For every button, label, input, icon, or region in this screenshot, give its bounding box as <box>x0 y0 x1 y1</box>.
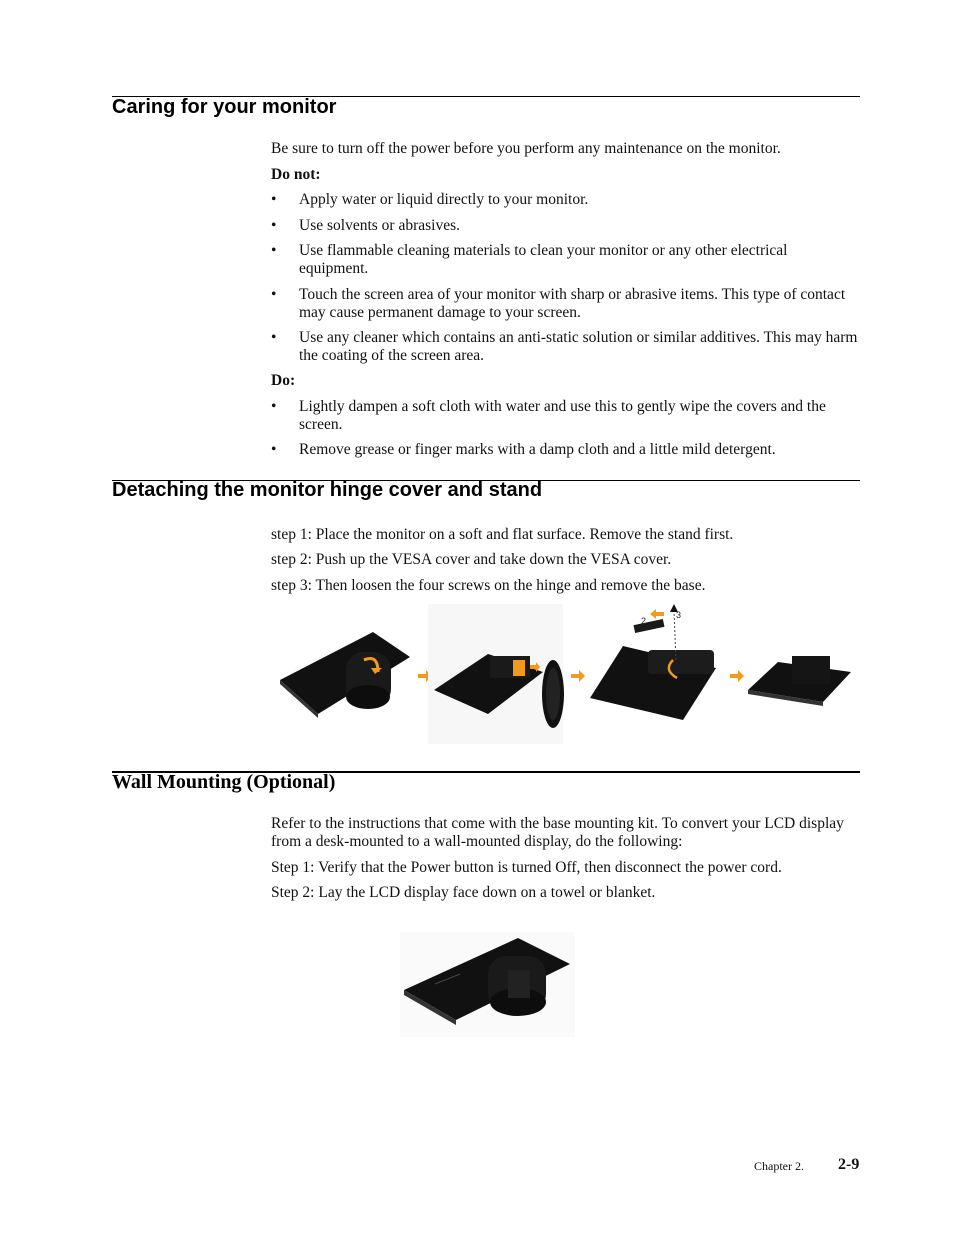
arrow-icon <box>650 609 664 619</box>
donot-label: Do not: <box>271 166 321 183</box>
callout-3: 3 <box>676 610 682 620</box>
arrow-icon <box>730 670 744 682</box>
donot-item: • Use flammable cleaning materials to clean your monitor or any other electrical equipment. <box>271 242 788 277</box>
do-item: • Remove grease or finger marks with a damp cloth and a little mild detergent. <box>271 441 776 458</box>
caring-intro: Be sure to turn off the power before you perform any maintenance on the monitor. <box>271 140 781 157</box>
detach-illustration <box>278 602 858 747</box>
monitor-hinge-image <box>428 604 564 744</box>
callout-2: 2 <box>641 616 647 626</box>
wall-mount-illustration <box>400 932 575 1037</box>
page-number: 2-9 <box>838 1156 860 1173</box>
monitor-face-down-image <box>400 932 575 1037</box>
arrow-icon <box>571 670 585 682</box>
donot-item: • Use solvents or abrasives. <box>271 217 460 234</box>
donot-item: • Apply water or liquid directly to your monitor. <box>271 191 589 208</box>
donot-item: • Touch the screen area of your monitor with sharp or abrasive items. This type of contact may cause permanent damage to your screen. <box>271 286 846 321</box>
heading-caring: Caring for your monitor <box>112 96 337 118</box>
wall-paragraph: Refer to the instructions that come with the base mounting kit. To convert your LCD display from a desk-mounted to a wall-mounted display, do the following: <box>271 815 844 850</box>
monitor-screws-image <box>590 604 716 720</box>
do-label: Do: <box>271 372 296 389</box>
footer-chapter: Chapter 2. <box>754 1159 804 1173</box>
donot-item: • Use any cleaner which contains an anti-static solution or similar additives. This may harm the coating of the screen area. <box>271 329 858 364</box>
detach-step-3: step 3: Then loosen the four screws on the hinge and remove the base. <box>271 577 706 594</box>
detach-step-1: step 1: Place the monitor on a soft and flat surface. Remove the stand first. <box>271 526 734 543</box>
do-item: • Lightly dampen a soft cloth with water and use this to gently wipe the covers and the screen. <box>271 398 826 433</box>
detach-step-2: step 2: Push up the VESA cover and take down the VESA cover. <box>271 551 672 568</box>
heading-detaching: Detaching the monitor hinge cover and stand <box>112 479 543 501</box>
wall-step-2: Step 2: Lay the LCD display face down on a towel or blanket. <box>271 884 656 901</box>
heading-wall-mounting: Wall Mounting (Optional) <box>112 771 336 793</box>
monitor-with-stand-image <box>280 632 410 718</box>
monitor-base-removed-image <box>748 656 851 706</box>
wall-step-1: Step 1: Verify that the Power button is turned Off, then disconnect the power cord. <box>271 859 782 876</box>
